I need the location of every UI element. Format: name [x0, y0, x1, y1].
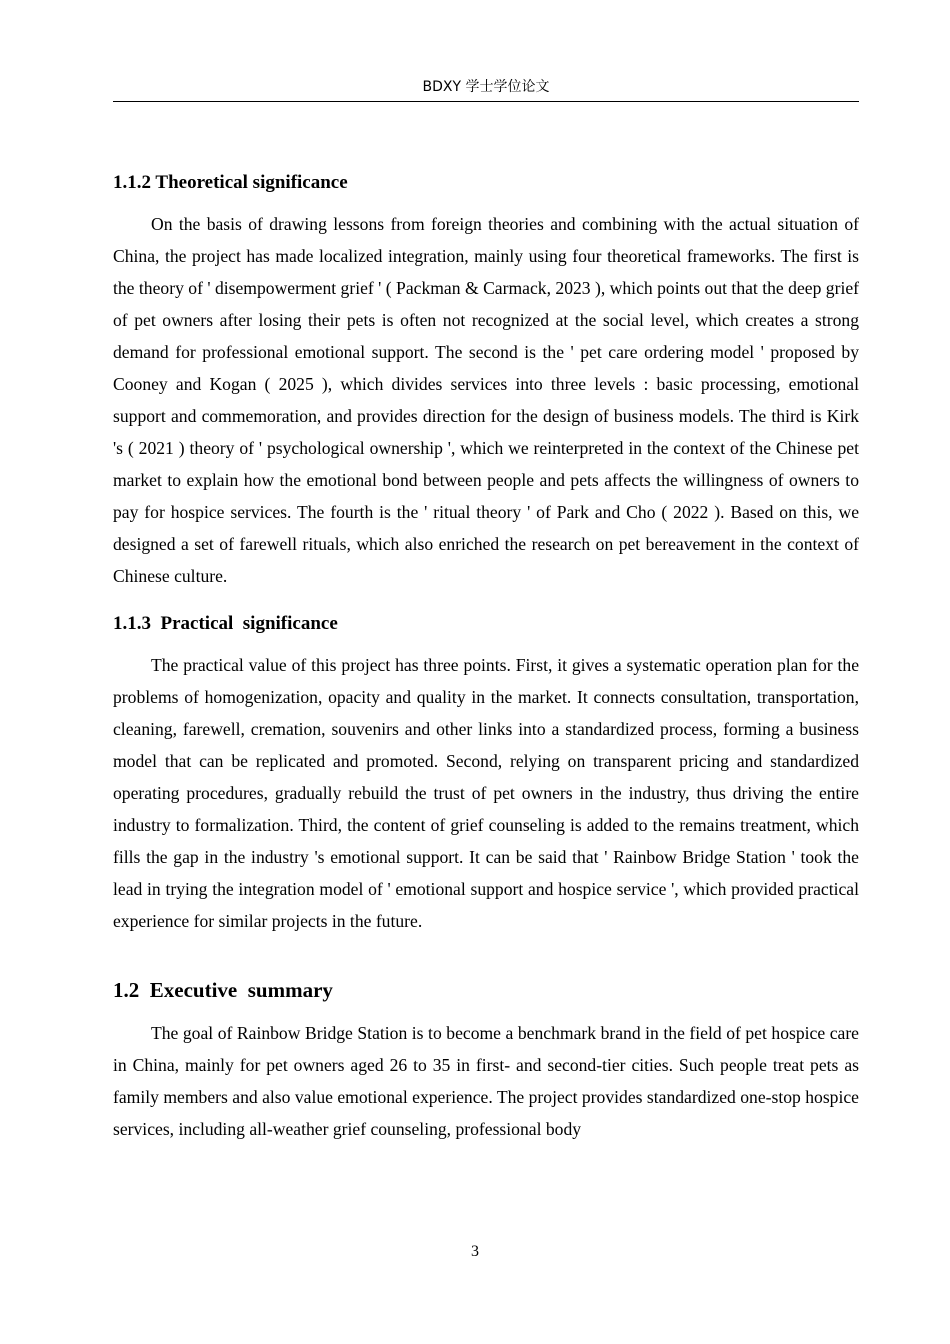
- heading-theoretical-significance: 1.1.2 Theoretical significance: [113, 172, 348, 193]
- paragraph-practical-significance: The practical value of this project has three points. First, it gives a systematic operation plan for the problems of homogenization, opacity and quality in the market. It connects consultation, transportation, cleaning, farewell, cremation, souvenirs and other links into a standardized process, forming a business model that can be replicated and promoted. Second, relying on transparent pricing and standardized operating procedures, gradually rebuild the trust of pet owners in the industry, thus driving the entire industry to formalization. Third, the content of grief counseling is added to the remains treatment, which fills the gap in the industry 's emotional support. It can be said that ' Rainbow Bridge Station ' took the lead in trying the integration model of ' emotional support and hospice service ', which provided practical experience for similar projects in the future.: [113, 655, 859, 931]
- page-header: [113, 76, 859, 102]
- heading-executive-summary: 1.2 Executive summary: [113, 978, 333, 1002]
- paragraph-executive-summary: The goal of Rainbow Bridge Station is to become a benchmark brand in the field of pet hospice care in China, mainly for pet owners aged 26 to 35 in first- and second-tier cities. Such people treat pets as family members and also value emotional experience. The project provides standardized one-stop hospice services, including all-weather grief counseling, professional body: [113, 1023, 859, 1139]
- header-title: BDXY 学士学位论文: [422, 79, 550, 95]
- heading-practical-significance: 1.1.3 Practical significance: [113, 613, 338, 634]
- page-number: 3: [471, 1243, 479, 1260]
- paragraph-theoretical-significance: On the basis of drawing lessons from foreign theories and combining with the actual situation of China, the project has made localized integration, mainly using four theoretical frameworks. The first is the theory of ' disempowerment grief ' ( Packman & Carmack, 2023 ), which points out that the deep grief of pet owners after losing their pets is often not recognized at the social level, which creates a strong demand for professional emotional support. The second is the ' pet care ordering model ' proposed by Cooney and Kogan ( 2025 ), which divides services into three levels : basic processing, emotional support and commemoration, and provides direction for the design of business models. The third is Kirk 's ( 2021 ) theory of ' psychological ownership ', which we reinterpreted in the context of the Chinese pet market to explain how the emotional bond between people and pets affects the willingness of owners to pay for hospice services. The fourth is the ' ritual theory ' of Park and Cho ( 2022 ). Based on this, we designed a set of farewell rituals, which also enriched the research on pet bereavement in the context of Chinese culture.: [113, 214, 859, 586]
- document-body: [113, 170, 859, 1145]
